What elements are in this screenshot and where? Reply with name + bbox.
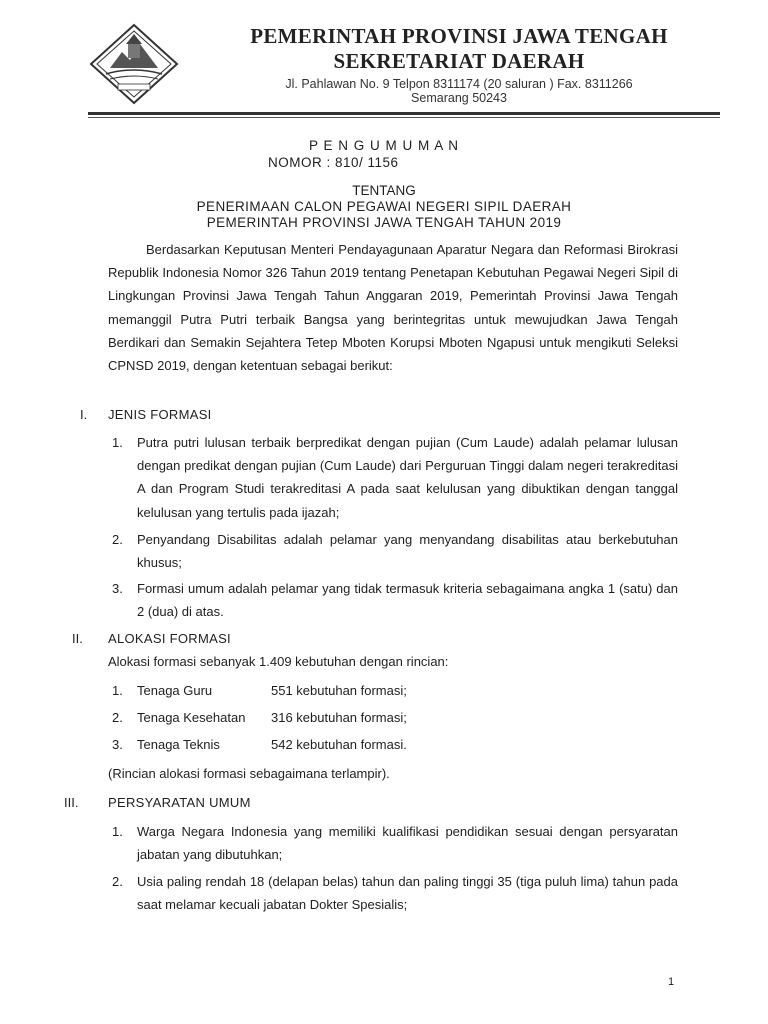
list-item	[112, 528, 678, 574]
announcement-tentang: TENTANG	[352, 183, 416, 198]
header-secretariat-name: SEKRETARIAT DAERAH	[333, 49, 585, 73]
list-item-number: 2.	[112, 532, 123, 547]
intro-paragraph	[108, 238, 678, 377]
list-item-number: 3.	[112, 581, 123, 596]
list-item	[112, 820, 678, 866]
section-2-note: (Rincian alokasi formasi sebagaimana terlampir).	[108, 766, 390, 781]
section-1-title: JENIS FORMASI	[108, 407, 212, 422]
list-item-text: Penyandang Disabilitas adalah pelamar yang menyandang disabilitas atau berkebutuhan khusus;	[137, 532, 678, 571]
section-3-title: PERSYARATAN UMUM	[108, 795, 251, 810]
section-2-number: II.	[72, 631, 83, 646]
allocation-value: 551 kebutuhan formasi;	[271, 683, 407, 698]
header-city: Semarang 50243	[411, 91, 507, 105]
announcement-title: P E N G U M U M A N	[308, 138, 460, 153]
announcement-subject-line1: PENERIMAAN CALON PEGAWAI NEGERI SIPIL DAERAH	[196, 199, 572, 214]
provincial-emblem-logo	[88, 22, 180, 106]
list-item-text: Usia paling rendah 18 (delapan belas) tahun dan paling tinggi 35 (tiga puluh lima) tahun pada saat melamar kecuali jabatan Dokter Spesialis;	[137, 874, 678, 913]
intro-text: Berdasarkan Keputusan Menteri Pendayagunaan Aparatur Negara dan Reformasi Birokrasi Republik Indonesia Nomor 326 Tahun 2019 tentang Penetapan Kebutuhan Pegawai Negeri Sipil di Lingkungan Provinsi Jawa Tengah Tahun Anggaran 2019, Pemerintah Provinsi Jawa Tengah memanggil Putra Putri terbaik Bangsa yang berintegritas untuk mewujudkan Jawa Tengah Berdikari dan Semakin Sejahtera Tetep Mboten Korupsi Mboten Ngapusi untuk mengikuti Seleksi CPNSD 2019, dengan ketentuan sebagai berikut:	[108, 242, 678, 374]
header-divider-thick	[88, 112, 720, 115]
section-2-intro: Alokasi formasi sebanyak 1.409 kebutuhan dengan rincian:	[108, 654, 449, 669]
allocation-value: 542 kebutuhan formasi.	[271, 737, 407, 752]
section-1-number: I.	[80, 407, 88, 422]
allocation-name: Tenaga Guru	[137, 683, 213, 698]
page-number: 1	[668, 976, 675, 988]
list-item	[112, 431, 678, 524]
section-3-number: III.	[64, 795, 79, 810]
list-item-text: Putra putri lulusan terbaik berpredikat dengan pujian (Cum Laude) adalah pelamar lulusan dengan predikat dengan pujian (Cum Laude) dari Perguruan Tinggi dalam negeri terakreditasi A dan Program Studi terakreditasi A pada saat kelulusan yang dibuktikan dengan tanggal kelulusan yang tertulis pada ijazah;	[137, 435, 678, 520]
list-item	[112, 577, 678, 623]
header-government-name: PEMERINTAH PROVINSI JAWA TENGAH	[250, 24, 668, 48]
allocation-number: 3.	[112, 737, 123, 752]
allocation-name: Tenaga Teknis	[137, 737, 220, 752]
list-item-number: 2.	[112, 874, 123, 889]
allocation-number: 2.	[112, 710, 123, 725]
list-item-number: 1.	[112, 435, 123, 450]
announcement-subject-line2: PEMERINTAH PROVINSI JAWA TENGAH TAHUN 2019	[206, 215, 562, 230]
header-address: Jl. Pahlawan No. 9 Telpon 8311174 (20 saluran ) Fax. 8311266	[285, 77, 633, 91]
section-2-title: ALOKASI FORMASI	[108, 631, 231, 646]
announcement-number: NOMOR : 810/ 1156	[268, 155, 399, 170]
list-item-number: 1.	[112, 824, 123, 839]
list-item	[112, 870, 678, 916]
allocation-value: 316 kebutuhan formasi;	[271, 710, 407, 725]
list-item-text: Formasi umum adalah pelamar yang tidak termasuk kriteria sebagaimana angka 1 (satu) dan 2 (dua) di atas.	[137, 581, 678, 620]
header-divider-thin	[88, 117, 720, 118]
allocation-number: 1.	[112, 683, 123, 698]
list-item-text: Warga Negara Indonesia yang memiliki kualifikasi pendidikan sesuai dengan persyaratan jabatan yang dibutuhkan;	[137, 824, 678, 863]
allocation-name: Tenaga Kesehatan	[137, 710, 246, 725]
